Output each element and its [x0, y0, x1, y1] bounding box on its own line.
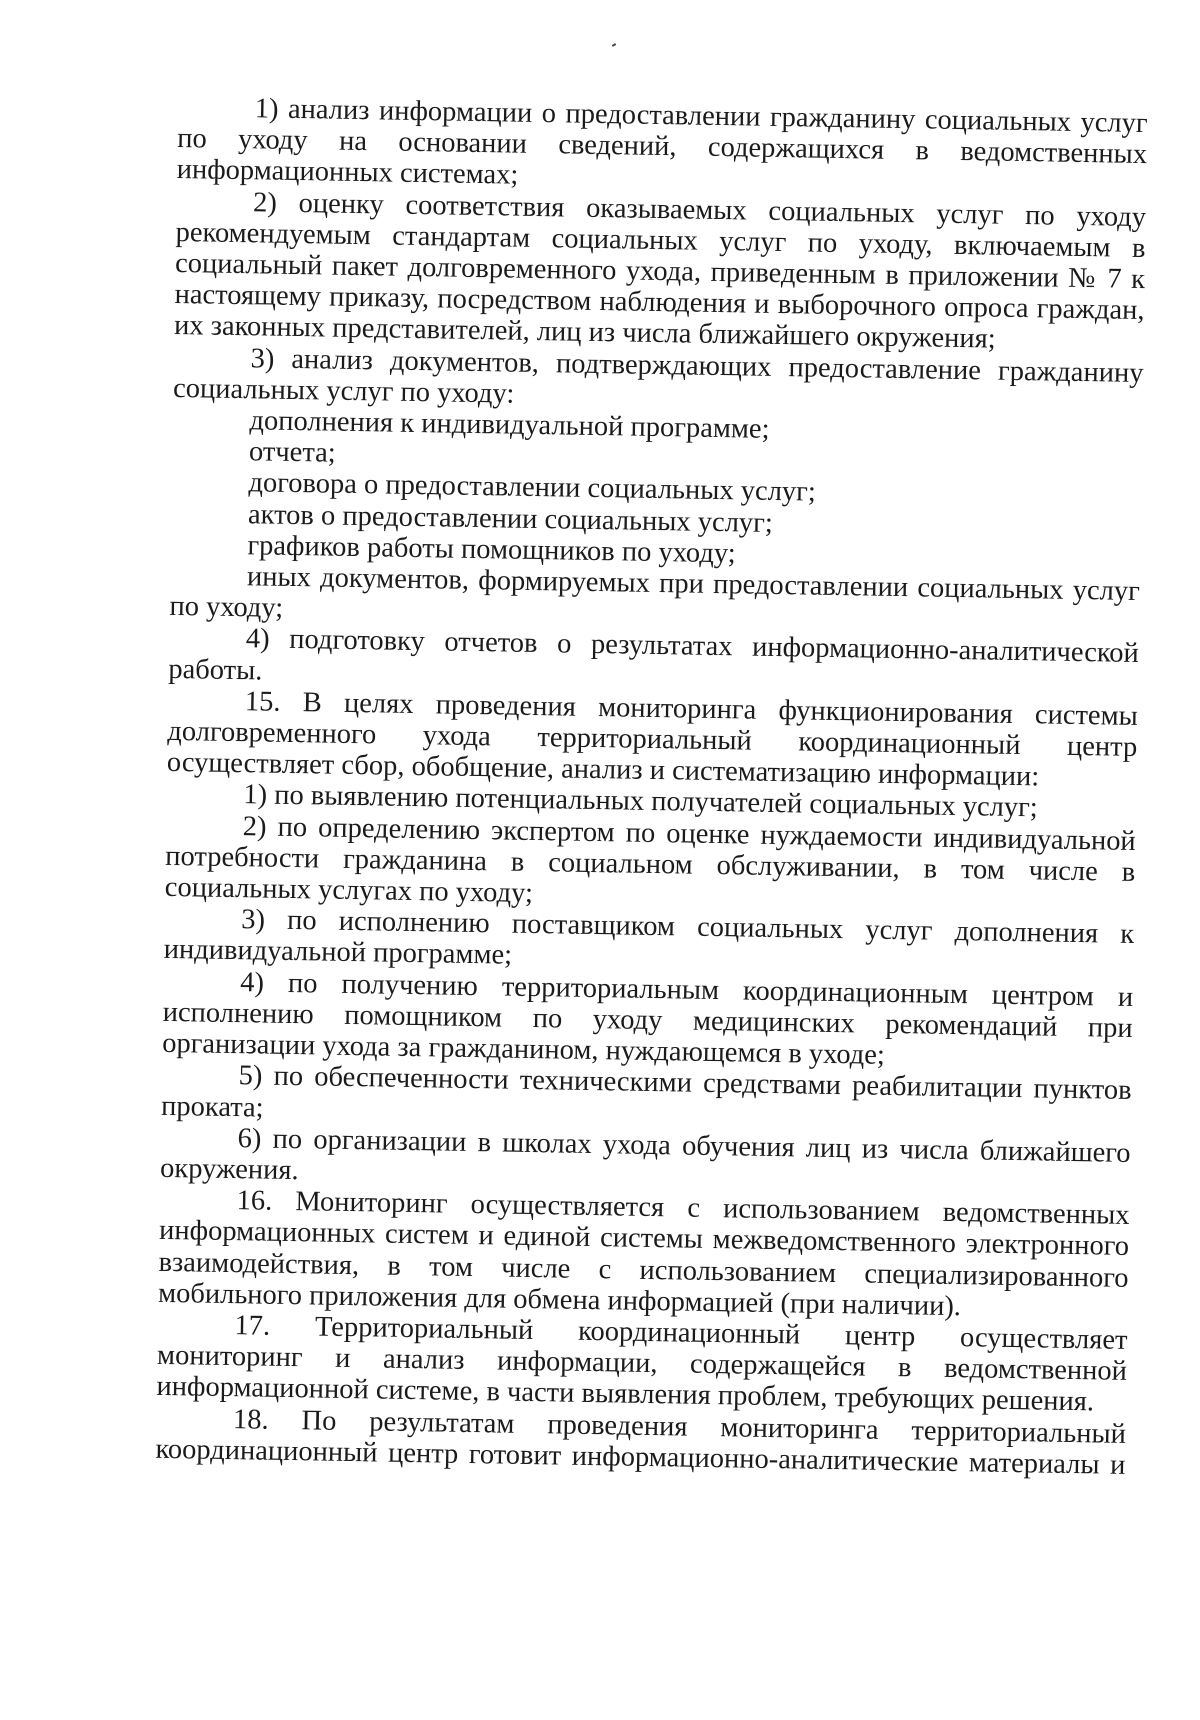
document-list-item: дополнения к индивидуальной программе; [249, 405, 770, 445]
document-list-item: актов о предоставлении социальных услуг; [247, 498, 774, 539]
section-17: 17. Территориальный координационный центр осуществляет мониторинг и анализ информации, содержащейся в ведомственной информационной системе, в части выявления проблем, требующих решения. [156, 1310, 1128, 1418]
section-15-item-2: 2) по определению экспертом по оценке нуждаемости индивидуальной потребности гражданина в социальном обслуживании, в том числе в социальных услугах по уходу; [164, 810, 1136, 910]
section-16: 16. Мониторинг осуществляется с использованием ведомственных информационных систем и единой системы межведомственного электронного взаимодействия, в том числе с использованием специализированного мобильного приложения для обмена информацией (при наличии). [157, 1185, 1130, 1322]
document-list-item: иных документов, формируемых при предоставлении социальных услуг по уходу; [169, 561, 1141, 625]
document-body [155, 92, 1148, 1481]
paragraph-item-2: 2) оценку соответствия оказываемых социальных услуг по уходу рекомендуемым стандартам социальных услуг по уходу, включаемым в социальный пакет долговременного ухода, приведенным в приложении № 7 к настоящему приказу, посредством наблюдения и выборочного опроса граждан, их законных представителей, лиц из числа ближайшего окружения; [173, 186, 1147, 356]
paragraph-item-3: 3) анализ документов, подтверждающих предоставление гражданину социальных услуг по уходу: [172, 342, 1144, 410]
paragraph-item-1: 1) анализ информации о предоставлении гражданину социальных услуг по уходу на основании сведений, содержащихся в ведомственных информационных системах; [176, 93, 1148, 192]
section-18: 18. По результатам проведения мониторинга территориальный координационный центр готовит информационно-аналитические материалы и [155, 1403, 1127, 1481]
paragraph-item-4: 4) подготовку отчетов о результатах информационно-аналитической работы. [168, 623, 1140, 687]
section-15-item-3: 3) по исполнению поставщиком социальных услуг дополнения к индивидуальной программе; [163, 904, 1135, 972]
section-15-item-1: 1) по выявлению потенциальных получателей социальных услуг; [243, 779, 1038, 824]
section-15-item-6: 6) по организации в школах ухода обучения лиц из числа ближайшего окружения. [159, 1122, 1131, 1187]
scan-speck [612, 43, 616, 47]
section-15: 15. В целях проведения мониторинга функционирования системы долговременного ухода территориальный координационный центр осуществляет сбор, обобщение, анализ и систематизацию информации: [166, 686, 1139, 793]
document-list-item: договора о предоставлении социальных услуг; [248, 467, 817, 509]
document-list-item: графиков работы помощников по уходу; [247, 530, 736, 570]
document-list-item: отчета; [248, 436, 336, 469]
section-15-item-5: 5) по обеспеченности техническими средствами реабилитации пунктов проката; [160, 1060, 1132, 1124]
section-15-item-4: 4) по получению территориальным координационным центром и исполнению помощником по уходу медицинских рекомендаций при организации ухода за гражданином, нуждающемся в уходе; [161, 966, 1134, 1071]
